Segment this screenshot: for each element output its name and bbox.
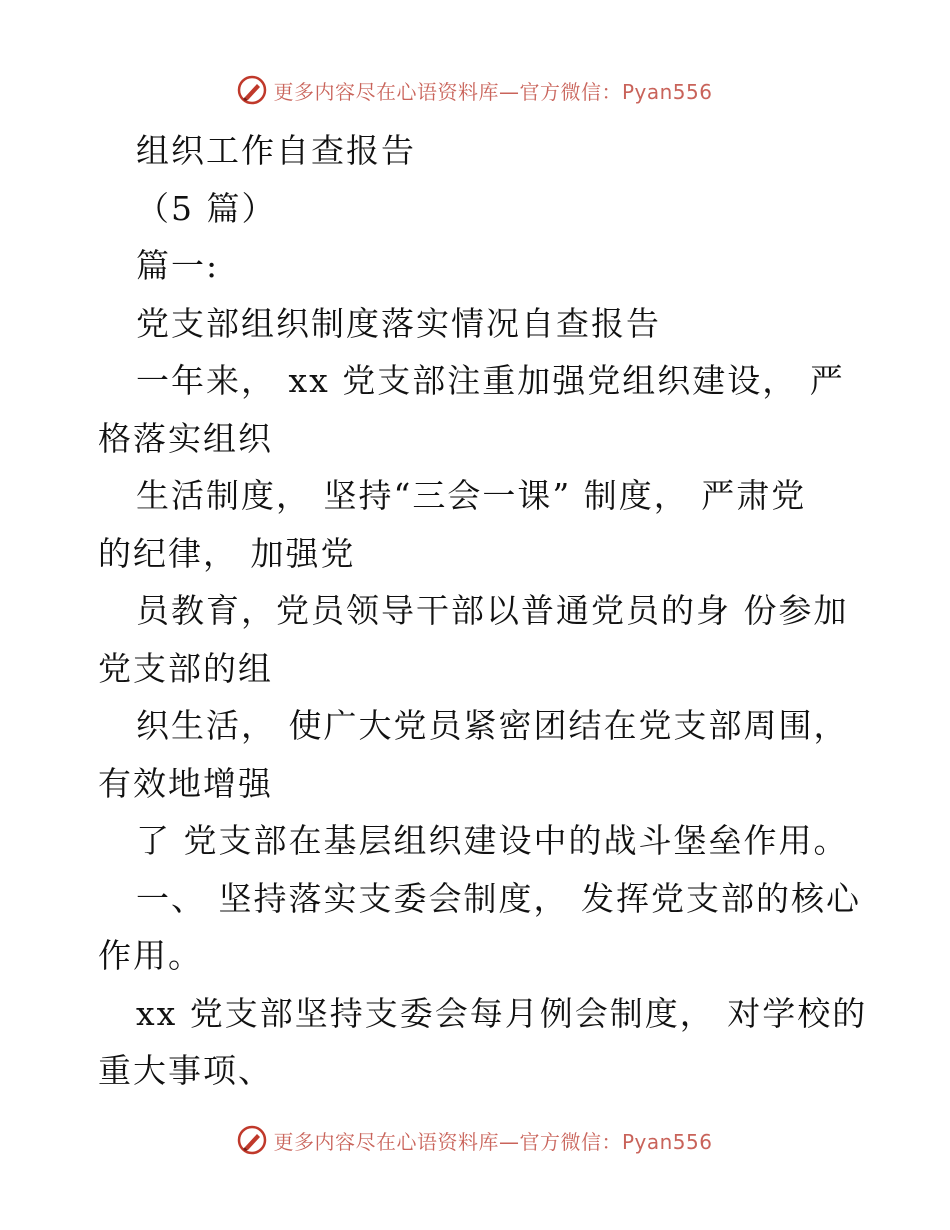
paragraph-line: 重大事项、 (98, 1051, 273, 1090)
header-banner (0, 70, 950, 110)
document-body (98, 122, 868, 1100)
paragraph-line: 一年来， xx 党支部注重加强党组织建设， 严 (136, 361, 845, 400)
paragraph-line: xx 党支部坚持支委会每月例会制度， 对学校的 (136, 993, 868, 1033)
section-heading: 篇一: (136, 246, 220, 285)
pen-logo-icon (237, 1125, 267, 1155)
footer-banner (0, 1120, 950, 1160)
paragraph-line: 格落实组织 (98, 418, 273, 458)
subsection-heading: 一、 坚持落实支委会制度， 发挥党支部的核心 (136, 878, 861, 918)
paragraph-line: 生活制度， 坚持“三会一课” 制度， 严肃党 (136, 476, 807, 515)
paragraph-line: 织生活， 使广大党员紧密团结在党支部周围， (136, 706, 849, 745)
footer-banner-text: 更多内容尽在心语资料库—官方微信：Pyan556 (273, 1129, 713, 1154)
document-title: 组织工作自查报告 (136, 131, 416, 170)
section-title: 党支部组织制度落实情况自查报告 (136, 303, 661, 343)
document-subtitle: （5 篇） (136, 188, 277, 228)
paragraph-line: 有效地增强 (98, 763, 273, 803)
paragraph-line: 员教育，党员领导干部以普通党员的身 份参加 (136, 591, 849, 630)
paragraph-line: 作用。 (98, 936, 203, 975)
paragraph-line: 党支部的组 (98, 648, 273, 688)
paragraph-line: 的纪律， 加强党 (98, 533, 356, 573)
header-banner-text: 更多内容尽在心语资料库—官方微信：Pyan556 (273, 79, 713, 104)
pen-logo-icon (237, 75, 267, 105)
paragraph-line: 了 党支部在基层组织建设中的战斗堡垒作用。 (136, 821, 849, 860)
